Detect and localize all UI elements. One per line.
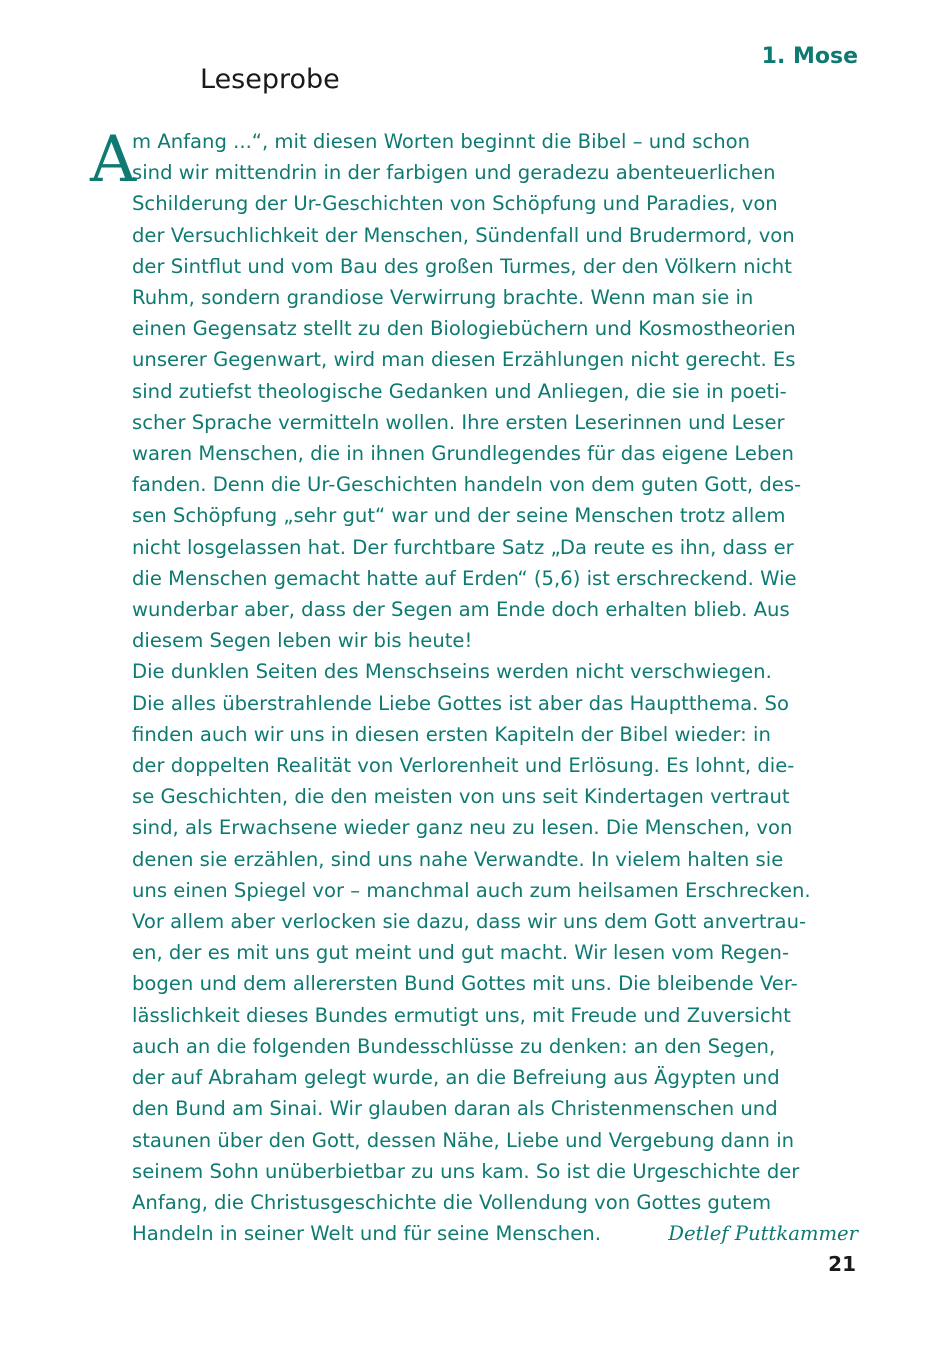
author-signature: Detlef Puttkammer — [668, 1222, 858, 1246]
text-line: Die alles überstrahlende Liebe Gottes ist aber das Hauptthema. So — [132, 691, 789, 715]
article-body — [90, 123, 858, 1249]
text-line: der auf Abraham gelegt wurde, an die Befreiung aus Ägypten und — [132, 1066, 780, 1090]
text-line: den Bund am Sinai. Wir glauben daran als Christenmenschen und — [132, 1097, 778, 1121]
text-line: uns einen Spiegel vor – manchmal auch zum heilsamen Erschrecken. — [132, 878, 811, 902]
text-line: fanden. Denn die Ur-Geschichten handeln von dem guten Gott, des- — [132, 473, 802, 497]
text-line: der Versuchlichkeit der Menschen, Sündenfall und Brudermord, von — [132, 223, 795, 247]
text-line: sind, als Erwachsene wieder ganz neu zu lesen. Die Menschen, von — [132, 816, 793, 840]
page-number: 21 — [828, 1252, 856, 1276]
text-line: sen Schöpfung „sehr gut“ war und der seine Menschen trotz allem — [132, 504, 786, 528]
text-line: seinem Sohn unüberbietbar zu uns kam. So ist die Urgeschichte der — [132, 1159, 800, 1183]
text-line: m Anfang ...“, mit diesen Worten beginnt die Bibel – und schon — [132, 130, 751, 153]
text-line: Anfang, die Christusgeschichte die Vollendung von Gottes gutem — [132, 1190, 772, 1214]
text-line: die Menschen gemacht hatte auf Erden“ (5,6) ist erschreckend. Wie — [132, 566, 797, 590]
text-line: denen sie erzählen, sind uns nahe Verwandte. In vielem halten sie — [132, 847, 784, 871]
text-line: waren Menschen, die in ihnen Grundlegendes für das eigene Leben — [132, 442, 794, 466]
book-title: 1. Mose — [761, 44, 858, 69]
dropcap: A — [90, 123, 137, 197]
text-line: der Sintflut und vom Bau des großen Turmes, der den Völkern nicht — [132, 254, 792, 278]
text-line: staunen über den Gott, dessen Nähe, Liebe und Vergebung dann in — [132, 1128, 795, 1152]
text-line: bogen und dem allerersten Bund Gottes mit uns. Die bleibende Ver- — [132, 972, 798, 996]
text-line: auch an die folgenden Bundesschlüsse zu denken: an den Segen, — [132, 1034, 776, 1058]
text-line: en, der es mit uns gut meint und gut macht. Wir lesen vom Regen- — [132, 941, 790, 965]
section-title: Leseprobe — [200, 64, 340, 95]
text-line: nicht losgelassen hat. Der furchtbare Satz „Da reute es ihn, dass er — [132, 535, 794, 559]
text-line-content: Handeln in seiner Welt und für seine Menschen. — [132, 1222, 601, 1246]
text-line: lässlichkeit dieses Bundes ermutigt uns, mit Freude und Zuversicht — [132, 1003, 791, 1027]
text-line: diesem Segen leben wir bis heute! — [132, 629, 473, 653]
text-line: Schilderung der Ur-Geschichten von Schöpfung und Paradies, von — [132, 192, 778, 216]
text-line: Die dunklen Seiten des Menschseins werden nicht verschwiegen. — [132, 660, 772, 684]
text-line — [132, 1218, 858, 1249]
text-line: scher Sprache vermitteln wollen. Ihre ersten Leserinnen und Leser — [132, 410, 785, 434]
text-line: unserer Gegenwart, wird man diesen Erzählungen nicht gerecht. Es — [132, 348, 796, 372]
text-line: se Geschichten, die den meisten von uns seit Kindertagen vertraut — [132, 785, 790, 809]
text-line: finden auch wir uns in diesen ersten Kapiteln der Bibel wieder: in — [132, 722, 771, 746]
text-line: der doppelten Realität von Verlorenheit und Erlösung. Es lohnt, die- — [132, 754, 795, 778]
text-line: sind wir mittendrin in der farbigen und geradezu abenteuerlichen — [132, 161, 776, 185]
text-line: Vor allem aber verlocken sie dazu, dass wir uns dem Gott anvertrau- — [132, 910, 807, 934]
text-line: einen Gegensatz stellt zu den Biologiebüchern und Kosmostheorien — [132, 317, 796, 341]
text-line: wunderbar aber, dass der Segen am Ende doch erhalten blieb. Aus — [132, 598, 790, 622]
text-line: sind zutiefst theologische Gedanken und Anliegen, die sie in poeti- — [132, 379, 787, 403]
text-line: Ruhm, sondern grandiose Verwirrung brachte. Wenn man sie in — [132, 286, 754, 310]
